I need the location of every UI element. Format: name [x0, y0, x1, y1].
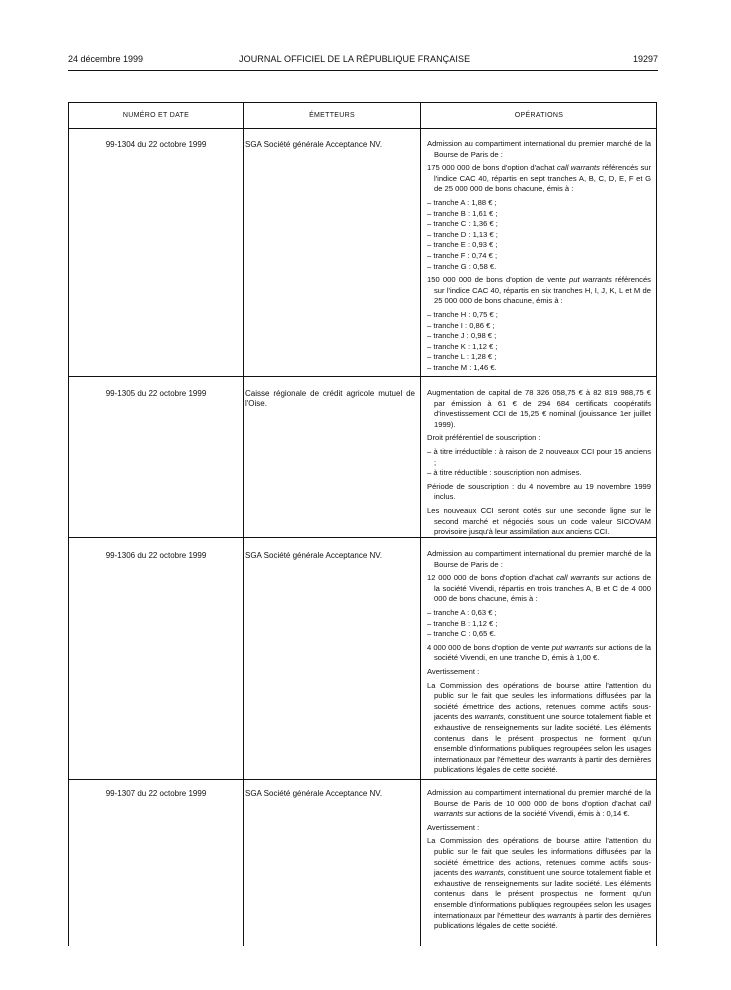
operation-paragraph: 150 000 000 de bons d'option de vente put warrants référencés sur l'indice CAC 40, répartis en six tranches H, I, J, K, L et M de 25 000 000 de bons chacune, émis à :: [427, 275, 651, 306]
tranche-item: – tranche J : 0,98 € ;: [427, 331, 497, 341]
warning-paragraph: La Commission des opérations de bourse attire l'attention du public sur le fait que seules les informations diffusées par la société émettrice des actions, retenues comme actifs sous-jacents des warrants, constituent une source totalement fiable et exhaustive de renseignements sur ladite société. Les éléments contenus dans le présent prospectus ne forment qu'un ensemble d'informations publiques regroupées selon les usages internationaux par l'émetteur des warrants à partir des dernières publications légales de cette société.: [427, 680, 651, 775]
row-operations: [427, 788, 651, 935]
row-emitter: SGA Société générale Acceptance NV.: [245, 140, 383, 149]
subscription-item: – à titre irréductible : à raison de 2 nouveaux CCI pour 15 anciens ;: [427, 446, 651, 467]
operations-table: [68, 102, 657, 946]
tranche-item: – tranche F : 0,74 € ;: [427, 250, 498, 260]
column-header-ops: OPÉRATIONS: [514, 112, 564, 119]
operation-paragraph: Admission au compartiment international du premier marché de la Bourse de Paris de :: [427, 549, 651, 569]
row-operations: [427, 139, 651, 373]
column-header-num: NUMÉRO ET DATE: [122, 112, 190, 119]
tranche-item: – tranche C : 1,36 € ;: [427, 219, 498, 229]
operation-paragraph: 12 000 000 de bons d'option d'achat call warrants sur actions de la société Vivendi, répartis en trois tranches A, B et C de 4 000 000 de bons chacune, émis à :: [427, 573, 651, 604]
warning-paragraph: La Commission des opérations de bourse attire l'attention du public sur le fait que seules les informations diffusées par la société émettrice des actions, retenues comme actifs sous-jacents des warrants, constituent une source totalement fiable et exhaustive de renseignements sur ladite société. Les éléments contenus dans le présent prospectus ne forment qu'un ensemble d'informations publiques regroupées selon les usages internationaux par l'émetteur des warrants à partir des dernières publications légales de cette société.: [427, 836, 651, 931]
tranche-item: – tranche B : 1,12 € ;: [427, 618, 498, 628]
tranche-item: – tranche A : 0,63 € ;: [427, 607, 497, 617]
row-emitter: SGA Société générale Acceptance NV.: [245, 789, 383, 798]
operation-paragraph: Période de souscription : du 4 novembre au 19 novembre 1999 inclus.: [427, 481, 651, 502]
page-number: 19297: [632, 54, 658, 64]
row-operations: [427, 549, 651, 779]
tranche-item: – tranche L : 1,28 € ;: [427, 352, 497, 362]
row-divider: [69, 779, 656, 780]
header-date: 24 décembre 1999: [68, 54, 144, 64]
row-number-date: 99-1306 du 22 octobre 1999: [105, 551, 207, 560]
operation-paragraph: Augmentation de capital de 78 326 058,75 € à 82 819 988,75 € par émission à 61 € de 294 684 certificats coopératifs d'investissement CCI de 15,25 € nominal (jouissance 1er juillet 1999).: [427, 388, 651, 429]
operation-paragraph: Admission au compartiment international du premier marché de la Bourse de Paris de 10 000 000 de bons d'option d'achat call warrants sur actions de la société Vivendi, émis à : 0,14 €.: [427, 788, 651, 819]
tranche-item: – tranche C : 0,65 €.: [427, 629, 496, 639]
tranche-item: – tranche K : 1,12 € ;: [427, 341, 498, 351]
tranche-item: – tranche D : 1,13 € ;: [427, 229, 498, 239]
subscription-item: – à titre réductible : souscription non admises.: [427, 468, 582, 478]
column-header-emit: ÉMETTEURS: [309, 112, 355, 119]
tranche-item: – tranche E : 0,93 € ;: [427, 240, 498, 250]
column-divider: [420, 103, 421, 946]
warning-heading: Avertissement :: [427, 822, 480, 832]
tranche-item: – tranche A : 1,88 € ;: [427, 197, 497, 207]
row-emitter: Caisse régionale de crédit agricole mutuel de l'Oise.: [245, 389, 415, 409]
operation-paragraph: Admission au compartiment international du premier marché de la Bourse de Paris de :: [427, 139, 651, 159]
row-operations: [427, 388, 651, 541]
row-number-date: 99-1304 du 22 octobre 1999: [105, 140, 207, 149]
row-divider: [69, 128, 656, 129]
tranche-item: – tranche H : 0,75 € ;: [427, 309, 498, 319]
operation-paragraph: Droit préférentiel de souscription :: [427, 433, 541, 443]
row-divider: [69, 376, 656, 377]
header-rule: [68, 70, 658, 71]
warning-heading: Avertissement :: [427, 666, 480, 676]
header-title: JOURNAL OFFICIEL DE LA RÉPUBLIQUE FRANÇAISE: [239, 54, 471, 64]
column-divider: [243, 103, 244, 946]
tranche-item: – tranche I : 0,86 € ;: [427, 320, 495, 330]
operation-paragraph: Les nouveaux CCI seront cotés sur une seconde ligne sur le second marché et négociés sous un code valeur SICOVAM provisoire jusqu'à leur assimilation aux anciens CCI.: [427, 505, 651, 537]
row-number-date: 99-1305 du 22 octobre 1999: [105, 389, 207, 398]
operation-paragraph: 4 000 000 de bons d'option de vente put warrants sur actions de la société Vivendi, en une tranche D, émis à 1,00 €.: [427, 642, 651, 663]
tranche-item: – tranche M : 1,46 €.: [427, 362, 497, 372]
page-header: [68, 54, 658, 68]
tranche-item: – tranche B : 1,61 € ;: [427, 208, 498, 218]
operation-paragraph: 175 000 000 de bons d'option d'achat call warrants référencés sur l'indice CAC 40, répartis en sept tranches A, B, C, D, E, F et G de 25 000 000 de bons chacune, émis à :: [427, 163, 652, 194]
row-number-date: 99-1307 du 22 octobre 1999: [105, 789, 207, 798]
row-emitter: SGA Société générale Acceptance NV.: [245, 551, 383, 560]
tranche-item: – tranche G : 0,58 €.: [427, 261, 497, 271]
